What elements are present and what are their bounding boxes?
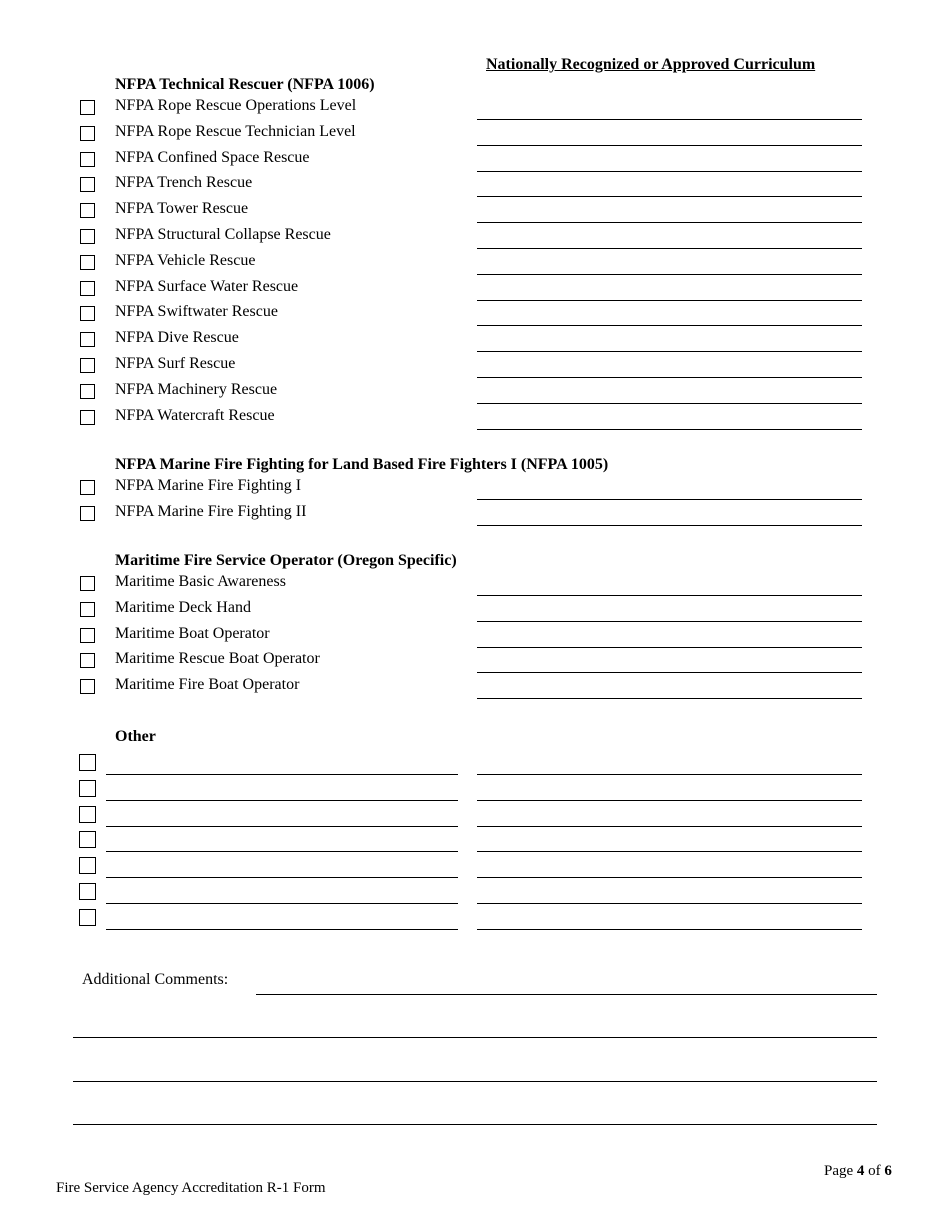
item-label: NFPA Swiftwater Rescue	[115, 303, 278, 321]
additional-comments-line-3[interactable]	[73, 1081, 877, 1082]
curriculum-line[interactable]	[477, 196, 862, 197]
checkbox[interactable]	[80, 332, 95, 347]
other-curriculum-line[interactable]	[477, 800, 862, 801]
other-item-line[interactable]	[106, 903, 458, 904]
additional-comments-line-1[interactable]	[256, 994, 877, 995]
item-label: NFPA Trench Rescue	[115, 174, 253, 192]
page-current: 4	[856, 1163, 865, 1179]
checkbox[interactable]	[80, 679, 95, 694]
checkbox[interactable]	[80, 384, 95, 399]
other-checkbox[interactable]	[79, 831, 96, 848]
other-item-line[interactable]	[106, 929, 458, 930]
curriculum-line[interactable]	[477, 429, 862, 430]
curriculum-line[interactable]	[477, 621, 862, 622]
additional-comments-label: Additional Comments:	[82, 971, 229, 988]
curriculum-line[interactable]	[477, 499, 862, 500]
curriculum-line[interactable]	[477, 325, 862, 326]
checkbox[interactable]	[80, 203, 95, 218]
item-label: NFPA Surface Water Rescue	[115, 277, 299, 295]
other-checkbox[interactable]	[79, 780, 96, 797]
checkbox[interactable]	[80, 229, 95, 244]
curriculum-line[interactable]	[477, 525, 862, 526]
item-label: Maritime Rescue Boat Operator	[115, 650, 320, 668]
item-label: NFPA Machinery Rescue	[115, 380, 278, 398]
other-checkbox[interactable]	[79, 883, 96, 900]
curriculum-line[interactable]	[477, 351, 862, 352]
other-curriculum-line[interactable]	[477, 877, 862, 878]
checkbox[interactable]	[80, 281, 95, 296]
checkbox[interactable]	[80, 358, 95, 373]
page-of: of	[868, 1163, 881, 1179]
checkbox[interactable]	[80, 480, 95, 495]
other-item-line[interactable]	[106, 877, 458, 878]
curriculum-line[interactable]	[477, 119, 862, 120]
checkbox[interactable]	[80, 152, 95, 167]
other-item-line[interactable]	[106, 851, 458, 852]
checkbox[interactable]	[80, 506, 95, 521]
curriculum-line[interactable]	[477, 672, 862, 673]
other-curriculum-line[interactable]	[477, 774, 862, 775]
curriculum-line[interactable]	[477, 248, 862, 249]
other-curriculum-line[interactable]	[477, 851, 862, 852]
item-label: NFPA Marine Fire Fighting II	[115, 502, 307, 520]
item-label: NFPA Surf Rescue	[115, 355, 236, 372]
checkbox[interactable]	[80, 410, 95, 425]
checkbox[interactable]	[80, 602, 95, 617]
curriculum-line[interactable]	[477, 274, 862, 275]
curriculum-line[interactable]	[477, 698, 862, 699]
checkbox[interactable]	[80, 306, 95, 321]
item-label: Maritime Boat Operator	[115, 624, 270, 642]
other-curriculum-line[interactable]	[477, 903, 862, 904]
curriculum-line[interactable]	[477, 595, 862, 596]
other-curriculum-line[interactable]	[477, 929, 862, 930]
curriculum-line[interactable]	[477, 403, 862, 404]
curriculum-line[interactable]	[477, 171, 862, 172]
item-label: NFPA Rope Rescue Technician Level	[115, 122, 356, 140]
item-label: Maritime Fire Boat Operator	[115, 676, 300, 694]
section-title-maritime-operator: Maritime Fire Service Operator (Oregon Specific)	[115, 552, 457, 569]
curriculum-line[interactable]	[477, 222, 862, 223]
other-curriculum-line[interactable]	[477, 826, 862, 827]
item-label: NFPA Watercraft Rescue	[115, 406, 275, 424]
item-label: Maritime Basic Awareness	[115, 573, 286, 590]
curriculum-line[interactable]	[477, 647, 862, 648]
other-item-line[interactable]	[106, 774, 458, 775]
other-checkbox[interactable]	[79, 806, 96, 823]
other-item-line[interactable]	[106, 800, 458, 801]
page-prefix: Page	[824, 1163, 854, 1179]
curriculum-column-header: Nationally Recognized or Approved Curriculum	[486, 56, 816, 73]
additional-comments-line-2[interactable]	[73, 1037, 877, 1038]
checkbox[interactable]	[80, 126, 95, 141]
checkbox[interactable]	[80, 255, 95, 270]
page-total: 6	[884, 1163, 892, 1179]
checkbox[interactable]	[80, 653, 95, 668]
checkbox[interactable]	[80, 628, 95, 643]
checkbox[interactable]	[80, 177, 95, 192]
additional-comments-line-4[interactable]	[73, 1124, 877, 1125]
curriculum-line[interactable]	[477, 300, 862, 301]
page-number	[824, 1163, 892, 1180]
curriculum-line[interactable]	[477, 145, 862, 146]
form-name-footer: Fire Service Agency Accreditation R-1 Form	[56, 1180, 326, 1196]
item-label: NFPA Vehicle Rescue	[115, 251, 256, 269]
item-label: NFPA Structural Collapse Rescue	[115, 226, 331, 243]
item-label: NFPA Rope Rescue Operations Level	[115, 97, 357, 114]
item-label: NFPA Marine Fire Fighting I	[115, 477, 302, 494]
item-label: NFPA Tower Rescue	[115, 200, 249, 218]
curriculum-line[interactable]	[477, 377, 862, 378]
other-checkbox[interactable]	[79, 754, 96, 771]
section-title-technical-rescuer: NFPA Technical Rescuer (NFPA 1006)	[115, 76, 375, 93]
item-label: NFPA Dive Rescue	[115, 329, 239, 347]
item-label: Maritime Deck Hand	[115, 598, 251, 616]
other-item-line[interactable]	[106, 826, 458, 827]
section-title-marine-fire-fighting: NFPA Marine Fire Fighting for Land Based Fire Fighters I (NFPA 1005)	[115, 456, 609, 473]
checkbox[interactable]	[80, 100, 95, 115]
checkbox[interactable]	[80, 576, 95, 591]
other-checkbox[interactable]	[79, 909, 96, 926]
section-title-other: Other	[115, 728, 156, 745]
item-label: NFPA Confined Space Rescue	[115, 148, 310, 166]
other-checkbox[interactable]	[79, 857, 96, 874]
